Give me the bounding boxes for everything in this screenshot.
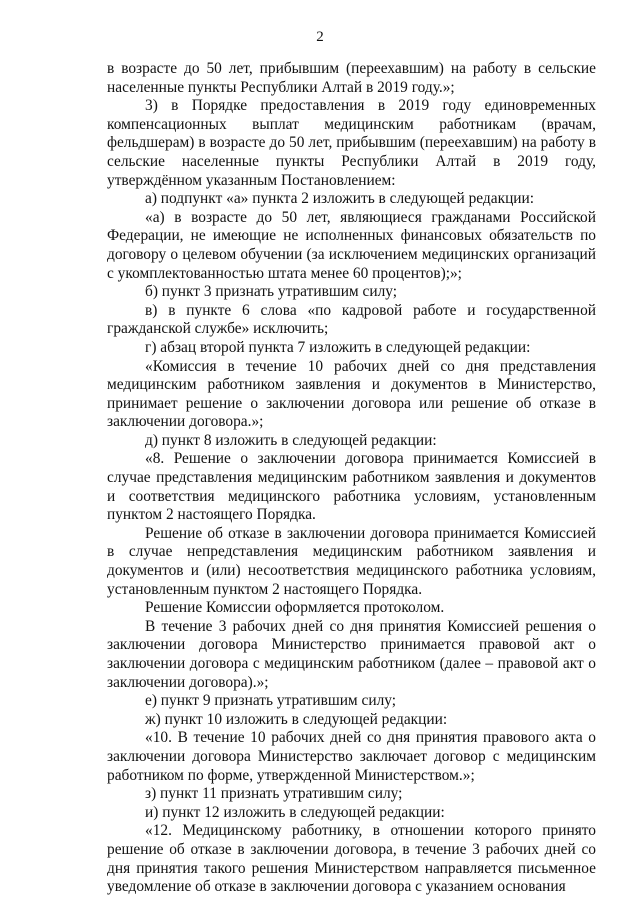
paragraph-refusal-decision: Решение об отказе в заключении договора принимается Комиссией в случае непредставления медицинским работником заявления и документов и (или) несоответствия медицинского работника условиям, установленным пунктом 2 настоящего Порядка. bbox=[107, 524, 596, 598]
paragraph-subitem-g: г) абзац второй пункта 7 изложить в следующей редакции: bbox=[145, 338, 531, 356]
paragraph-protocol: Решение Комиссии оформляется протоколом. bbox=[145, 599, 445, 617]
paragraph-continuation: в возрасте до 50 лет, прибывшим (переехавшим) на работу в сельские населенные пункты Республики Алтай в 2019 году.»; bbox=[107, 60, 596, 96]
paragraph-subitem-z: з) пункт 11 признать утратившим силу; bbox=[145, 785, 403, 803]
paragraph-subitem-e: е) пункт 9 признать утратившим силу; bbox=[145, 692, 397, 710]
page-number: 2 bbox=[316, 29, 324, 45]
paragraph-quote-commission: «Комиссия в течение 10 рабочих дней со дня представления медицинским работником заявления и документов в Министерство, принимает решение о заключении договора или решение об отказе в заключении договора.»; bbox=[107, 357, 596, 431]
paragraph-subitem-b: б) пункт 3 признать утратившим силу; bbox=[145, 283, 398, 301]
paragraph-subitem-zh: ж) пункт 10 изложить в следующей редакции: bbox=[145, 710, 448, 728]
paragraph-quote-8: «8. Решение о заключении договора принимается Комиссией в случае представления медицинским работником заявления и документов и соответствия медицинского работника условиям, установленным пунктом 2 настоящего Порядка. bbox=[107, 450, 596, 524]
paragraph-legal-act: В течение 3 рабочих дней со дня принятия Комиссией решения о заключении договора Министерство принимается правовой акт о заключении договора с медицинским работником (далее – правовой акт о заключении договора).»; bbox=[107, 617, 596, 691]
paragraph-subitem-a: а) подпункт «а» пункта 2 изложить в следующей редакции: bbox=[145, 190, 535, 208]
paragraph-subitem-i: и) пункт 12 изложить в следующей редакции: bbox=[145, 803, 445, 821]
paragraph-subitem-v: в) в пункте 6 слова «по кадровой работе и государственной гражданской службе» исключить; bbox=[107, 301, 596, 338]
paragraph-quote-12: «12. Медицинскому работнику, в отношении которого принято решение об отказе в заключении договора, в течение 3 рабочих дней со дня принятия такого решения Министерством направляется письменное уведомление об отказе в заключении договора с указанием основания bbox=[107, 822, 596, 896]
paragraph-quote-10: «10. В течение 10 рабочих дней со дня принятия правового акта о заключении договора Министерство заключает договор с медицинским работником по форме, утвержденной Министерством.»; bbox=[107, 729, 596, 784]
document-body bbox=[107, 60, 596, 897]
paragraph-item-3: 3) в Порядке предоставления в 2019 году единовременных компенсационных выплат медицинским работникам (врачам, фельдшерам) в возрасте до 50 лет, прибывшим (переехавшим) на работу в сельские населенные пункты Республики Алтай в 2019 году, утверждённом указанным Постановлением: bbox=[107, 97, 596, 189]
paragraph-subitem-d: д) пункт 8 изложить в следующей редакции: bbox=[145, 431, 437, 449]
paragraph-quote-a: «а) в возрасте до 50 лет, являющиеся гражданами Российской Федерации, не имеющие не исполненных финансовых обязательств по договору о целевом обучении (за исключением медицинских организаций с укомплектованностью штата менее 60 процентов);»; bbox=[107, 208, 596, 282]
